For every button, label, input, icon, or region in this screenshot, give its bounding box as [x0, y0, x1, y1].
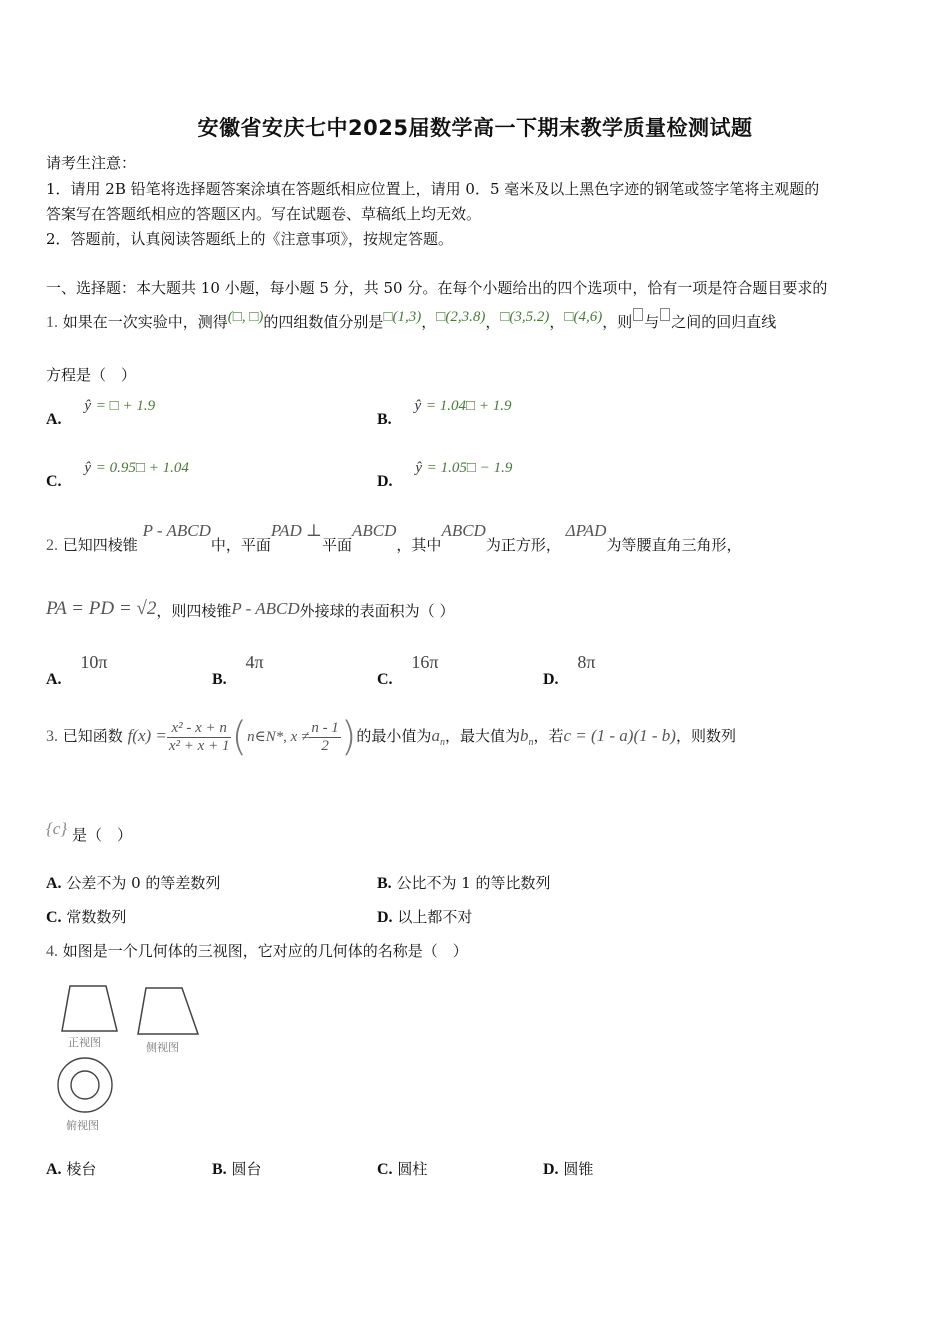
q4-option-d[interactable]	[543, 1158, 593, 1179]
question-3-stem-cont	[46, 818, 132, 844]
option-value: 10π	[80, 652, 108, 672]
separator: ，	[421, 313, 437, 331]
question-4-stem	[46, 940, 468, 961]
top-view-label: 俯视图	[66, 1119, 99, 1132]
question-number: 4.	[46, 943, 58, 960]
option-text: 以上都不对	[397, 908, 473, 926]
subscript-n: n	[528, 737, 534, 748]
option-letter: D.	[543, 671, 559, 688]
front-view-label: 正视图	[68, 1036, 101, 1049]
placeholder-glyph	[660, 308, 670, 321]
option-letter: D.	[377, 909, 393, 926]
q3-option-b[interactable]	[377, 872, 551, 893]
separator: ，	[485, 313, 501, 331]
option-formula: = 1.04□ + 1.9	[425, 398, 512, 414]
option-letter: C.	[46, 473, 62, 490]
q1-option-c[interactable]	[46, 458, 189, 490]
q2-text: 中，平面	[210, 536, 271, 554]
option-letter: D.	[377, 473, 393, 490]
option-letter: A.	[46, 875, 62, 892]
option-letter: B.	[377, 411, 392, 428]
option-letter: A.	[46, 1161, 62, 1178]
q3-text: 已知函数	[62, 727, 123, 745]
option-text: 公比不为 1 的等比数列	[396, 874, 551, 892]
q3-math: b	[519, 726, 529, 745]
notice-line-1a: 1．请用 2B 铅笔将选择题答案涂填在答题纸相应位置上，请用 0．5 毫米及以上黑色字迹的钢笔或签字笔将主观题的	[46, 180, 820, 198]
question-2-stem-cont	[46, 598, 454, 620]
option-text: 公差不为 0 的等差数列	[66, 874, 221, 892]
q2-text: 平面	[322, 536, 353, 554]
q1-option-b[interactable]	[377, 396, 512, 428]
q1-point: □(1,3)	[383, 309, 422, 325]
option-letter: C.	[377, 1161, 393, 1178]
option-letter: D.	[543, 1161, 559, 1178]
question-3-stem	[46, 714, 736, 760]
q2-math: ABCD	[441, 521, 486, 540]
option-formula: = □ + 1.9	[95, 398, 156, 414]
q3-fraction	[167, 720, 232, 755]
option-letter: B.	[377, 875, 392, 892]
q2-math: P - ABCD	[231, 599, 300, 618]
option-letter: A.	[46, 411, 62, 428]
option-text: 圆台	[231, 1160, 262, 1178]
option-text: 常数数列	[66, 908, 127, 926]
placeholder-glyph	[633, 308, 643, 321]
three-view-drawing	[50, 980, 220, 1140]
q3-text: ，则数列	[675, 727, 736, 745]
denominator: x² + x + 1	[168, 737, 230, 754]
q3-math: {c}	[46, 819, 68, 838]
q4-option-a[interactable]	[46, 1158, 96, 1179]
question-number: 2.	[46, 537, 58, 554]
question-1-stem	[46, 308, 776, 332]
question-number: 1.	[46, 314, 58, 331]
y-hat-glyph: ŷ	[415, 460, 423, 476]
q3-math: c = (1 - a)(1 - b)	[563, 726, 676, 745]
q1-point: □(3,5.2)	[500, 309, 550, 325]
denominator: 2	[321, 737, 329, 754]
q3-math: f(x) =	[127, 726, 167, 745]
q2-math: ΔPAD	[565, 521, 607, 540]
y-hat-glyph: ŷ	[84, 398, 92, 414]
q1-pair: (□, □)	[227, 309, 264, 325]
option-letter: C.	[377, 671, 393, 688]
q2-option-b[interactable]	[212, 652, 264, 688]
q2-text: 为正方形，	[485, 536, 561, 554]
q2-math: PA = PD = √2	[46, 598, 157, 619]
side-view-label: 侧视图	[146, 1041, 179, 1054]
q1-text: 与	[644, 313, 660, 331]
q3-option-a[interactable]	[46, 872, 220, 893]
q3-text: ，若	[533, 727, 564, 745]
option-formula: = 0.95□ + 1.04	[95, 460, 189, 476]
q1-point: □(2,3.8)	[436, 309, 486, 325]
q3-text: 是（ ）	[71, 826, 132, 844]
notice-line-1b: 答案写在答题纸相应的答题区内。写在试题卷、草稿纸上均无效。	[46, 205, 482, 223]
question-number: 3.	[46, 728, 58, 745]
page-title: 安徽省安庆七中2025届数学高一下期末教学质量检测试题	[197, 116, 753, 140]
q1-option-a[interactable]	[46, 396, 156, 428]
three-view-figure	[50, 980, 220, 1140]
option-text: 圆柱	[397, 1160, 428, 1178]
q2-text: ，则四棱锥	[156, 602, 232, 620]
q3-math: a	[431, 726, 440, 745]
q3-option-c[interactable]	[46, 906, 126, 927]
q3-text: 的最小值为	[356, 727, 432, 745]
y-hat-glyph: ŷ	[414, 398, 422, 414]
q3-option-d[interactable]	[377, 906, 472, 927]
q1-option-d[interactable]	[377, 458, 513, 490]
option-text: 棱台	[66, 1160, 97, 1178]
option-letter: B.	[212, 1161, 227, 1178]
q2-text: 外接球的表面积为（ ）	[299, 602, 455, 620]
q1-text: ，则	[602, 313, 633, 331]
q4-option-b[interactable]	[212, 1158, 261, 1179]
option-formula: = 1.05□ − 1.9	[426, 460, 513, 476]
option-letter: B.	[212, 671, 227, 688]
q1-point: □(4,6)	[564, 309, 603, 325]
section-header: 一、选择题：本大题共 10 小题，每小题 5 分，共 50 分。在每个小题给出的四个选项中，恰有一项是符合题目要求的	[46, 279, 828, 297]
q2-option-d[interactable]	[543, 652, 596, 688]
q2-option-a[interactable]	[46, 652, 108, 688]
question-2-stem	[46, 520, 742, 554]
q4-text: 如图是一个几何体的三视图，它对应的几何体的名称是（ ）	[62, 942, 468, 960]
q2-text: 已知四棱锥	[62, 536, 138, 554]
notice-line-2: 2．答题前，认真阅读答题纸上的《注意事项》，按规定答题。	[46, 230, 454, 248]
q2-text: ，其中	[396, 536, 442, 554]
q2-math: PAD ⊥	[270, 521, 323, 540]
q2-text: 为等腰直角三角形，	[606, 536, 742, 554]
option-text: 圆锥	[563, 1160, 594, 1178]
option-value: 16π	[411, 652, 439, 672]
q3-math: n∈N*, x ≠	[247, 729, 310, 745]
q2-option-c[interactable]	[377, 652, 439, 688]
option-letter: C.	[46, 909, 62, 926]
notice-heading: 请考生注意：	[46, 154, 137, 172]
q3-cond-fraction	[309, 720, 341, 755]
question-1-stem-cont: 方程是（ ）	[46, 366, 137, 384]
q2-math: P - ABCD	[142, 521, 211, 540]
q3-text: ，最大值为	[444, 727, 520, 745]
paren-right: )	[340, 714, 357, 760]
option-letter: A.	[46, 671, 62, 688]
q1-text: 之间的回归直线	[671, 313, 777, 331]
subscript-n: n	[439, 737, 445, 748]
q4-option-c[interactable]	[377, 1158, 427, 1179]
y-hat-glyph: ŷ	[84, 460, 92, 476]
numerator: x² - x + n	[167, 720, 232, 738]
option-value: 4π	[245, 652, 264, 672]
numerator: n - 1	[311, 719, 339, 736]
q1-text: 如果在一次实验中，测得	[62, 313, 228, 331]
paren-left: (	[231, 714, 248, 760]
q2-math: ABCD	[352, 521, 397, 540]
q1-text: 的四组数值分别是	[263, 313, 384, 331]
separator: ，	[549, 313, 565, 331]
option-value: 8π	[577, 652, 596, 672]
